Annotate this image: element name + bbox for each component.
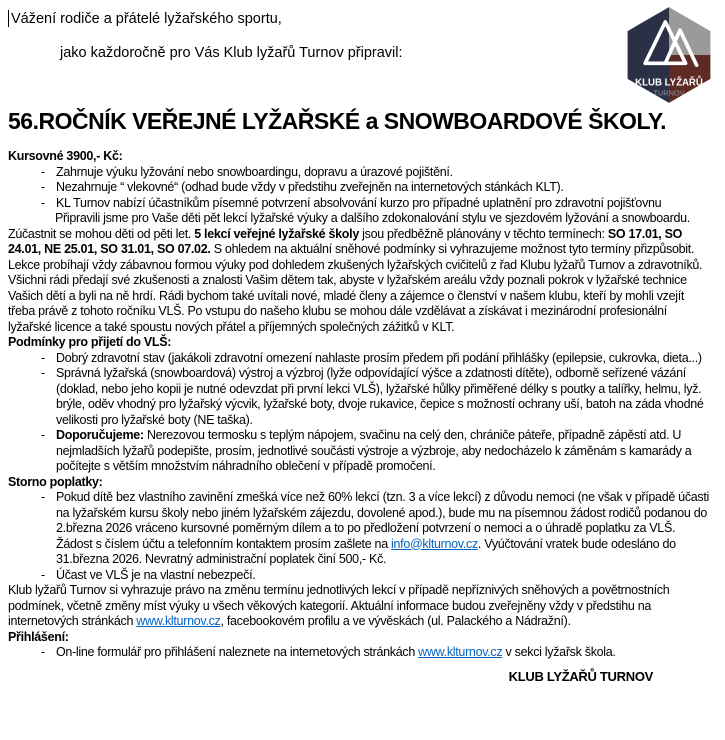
lesson-dates-bold: SO 17.01, SO 24.01, NE 25.01, SO 31.01, SO 07.02.	[8, 226, 683, 256]
page-title: 56.ROČNÍK VEŘEJNÉ LYŽAŘSKÉ a SNOWBOARDOVÉ ŠKOLY.	[8, 108, 667, 134]
list-item	[8, 490, 711, 568]
prihlaseni-bullet: On-line formulář pro přihlášení naleznete na internetových stránkách	[56, 645, 419, 659]
list-item	[8, 428, 711, 475]
intro-paragraph-run: jsou předběžně plánovány v těchto termínech:	[358, 226, 608, 241]
storno-bullet-2: Účast ve VLŠ je na vlastní nebezpečí.	[56, 567, 256, 582]
bullet-dash: -	[41, 490, 45, 504]
doporucujeme-bold: Doporučujeme:	[56, 428, 144, 442]
schedule-change-run-cont: , facebookovém profilu a ve vývěskách (ul. Palackého a Nádražní).	[220, 614, 571, 628]
bullet-dash: -	[41, 645, 45, 659]
intro-paragraph-run: Připravili jsme pro Vaše děti pět lekcí lyžařské výuky a dalšího zdokonalování stylu ve sjezdovém lyžování a snowboardu. Zúčastnit se mohou děti od pěti let.	[8, 211, 690, 241]
prihlaseni-bullet-cont: v sekci lyžařsk škola.	[502, 645, 616, 659]
bullet-dash: -	[41, 180, 45, 194]
website-link[interactable]: www.klturnov.cz	[136, 614, 221, 628]
list-item	[8, 351, 711, 367]
bullet-dash: -	[41, 428, 45, 442]
logo-text-line2: TURNOV	[653, 88, 685, 98]
list-item	[8, 196, 711, 212]
podminky-bullet-1: Dobrý zdravotní stav (jakákoli zdravotní omezení nahlaste prosím předem při podání přihlášky (epilepsie, cukrovka, dieta...)	[56, 350, 702, 365]
storno-bullet-1: Pokud dítě bez vlastního zavinění zmešká více než 60% lekcí (tzn. 3 a více lekcí) z důvodu nemoci (ne však v případě účasti na lyžařském kursu školy nebo jiném lyžařském zájezdu, dovolené apod.), bude mu na písemnou žádost rodičů podanou do 2.března 2026 vráceno kursovné poměrným dílem a to po předložení potvrzení o nemoci a o úhradě poplatku za VLŠ. Žádost s číslem účtu a telefonním kontaktem prosím zašlete na	[56, 490, 710, 551]
intro-paragraph-run: S ohledem na aktuální sněhové podmínky si vyhrazujeme možnost tyto termíny přizpůsobit. Lekce probíhají vždy zábavnou formou výuky pod dohledem zkušených lyžařských cvičitelů z řad Klubu lyžařů Turnov a zdravotníků. Všichni rádi předají své zkušenosti a znalosti Vašim dětem tak, abyste v lyžařském areálu vždy poznali pokrok v lyžařské technice Vašich dětí a byli na ně hrdí. Rádi bychom také uvítali nové, mladé členy a zájemce o členství v našem klubu, kteří by mohli vzejít třeba právě z tohoto ročníku VLŠ. Po vstupu do našeho klubu se mohou dále vzdělávat a získávat i mezinárodní profesionální lyžařské licence a také spoustu nových přátel a příjemných společných zážitků v KLT.	[8, 242, 703, 334]
prihlaseni-heading: Přihlášení:	[8, 629, 69, 644]
bullet-dash: -	[41, 567, 45, 582]
kursovne-bullet-2: Nezahrnuje “ vlekovné“ (odhad bude vždy v předstihu zveřejněn na internetových stánkách KLT).	[56, 180, 564, 194]
lessons-count-bold: 5 lekcí veřejné lyžařské školy	[194, 226, 359, 241]
storno-heading: Storno poplatky:	[8, 474, 103, 489]
kursovne-heading: Kursovné 3900,- Kč:	[8, 149, 123, 163]
greeting-text: Vážení rodiče a přátelé lyžařského sportu,	[11, 11, 282, 27]
kursovne-bullet-1: Zahrnuje výuku lyžování nebo snowboardingu, dopravu a úrazové pojištění.	[56, 164, 453, 179]
bullet-dash: -	[41, 195, 45, 210]
podminky-heading: Podmínky pro přijetí do VLŠ:	[8, 335, 172, 349]
email-link[interactable]: info@klturnov.cz	[391, 536, 478, 551]
storno-bullet-1-cont: . Vyúčtování vratek bude odesláno do 31.března 2026. Nevratný administrační poplatek činí 500,- Kč.	[56, 536, 676, 566]
podminky-bullet-3: Nerezovou termosku s teplým nápojem, svačinu na celý den, chrániče páteře, případně zápěstí atd. U nejmladších lyžařů podepište, prosím, jednotlivé součásti výstroje a výzbroje, aby nedocházelo k záměnám s kamarády a počítejte s větším množstvím náhradního oblečení v případě promočení.	[56, 428, 692, 473]
schedule-change-run: Klub lyžařů Turnov si vyhrazuje právo na změnu termínu jednotlivých lekcí v případě nepříznivých sněhových a povětrnostních podmínek, včetně změny míst výuky u všech věkových kategorií. Aktuální informace budou zveřejněny vždy v předstihu na internetových stránkách	[8, 583, 670, 628]
list-item	[8, 165, 711, 181]
list-item	[8, 645, 711, 661]
bullet-dash: -	[41, 366, 45, 380]
greeting-line	[8, 10, 711, 28]
list-item	[8, 180, 711, 196]
signature: KLUB LYŽAŘŮ TURNOV	[508, 668, 653, 684]
website-link-registration[interactable]: www.klturnov.cz	[418, 645, 503, 659]
text-cursor	[8, 10, 9, 27]
logo-text-line1: KLUB LYŽAŘŮ	[635, 77, 703, 89]
bullet-dash: -	[41, 164, 45, 179]
bullet-dash: -	[41, 350, 45, 365]
intro-paragraph	[8, 211, 711, 335]
podminky-bullet-2: Správná lyžařská (snowboardová) výstroj a výzbroj (lyže odpovídající výšce a zdatnosti dítěte), odborně seřízené vázání (doklad, nebo jeho kopii je nutné odevzdat při první lekci VLŠ), lyžařské hůlky přiměřené délky s poutky a talířky, helmu, lyž. brýle, oděv vhodný pro lyžařský výcvik, lyžařské boty, dvoje rukavice, čepice s možností ochrany uší, batoh na záda vhodné velikosti pro lyžařské boty (NE taška).	[56, 366, 704, 427]
list-item	[8, 366, 711, 428]
intro-line: jako každoročně pro Vás Klub lyžařů Turnov připravil:	[60, 45, 403, 61]
kursovne-bullet-3: KL Turnov nabízí účastníkům písemné potvrzení absolvování kurzo pro případné uplatnění pro zdravotní pojišťovnu	[56, 195, 662, 210]
schedule-change-paragraph	[8, 583, 711, 630]
list-item	[8, 568, 711, 584]
document-body	[8, 149, 711, 684]
